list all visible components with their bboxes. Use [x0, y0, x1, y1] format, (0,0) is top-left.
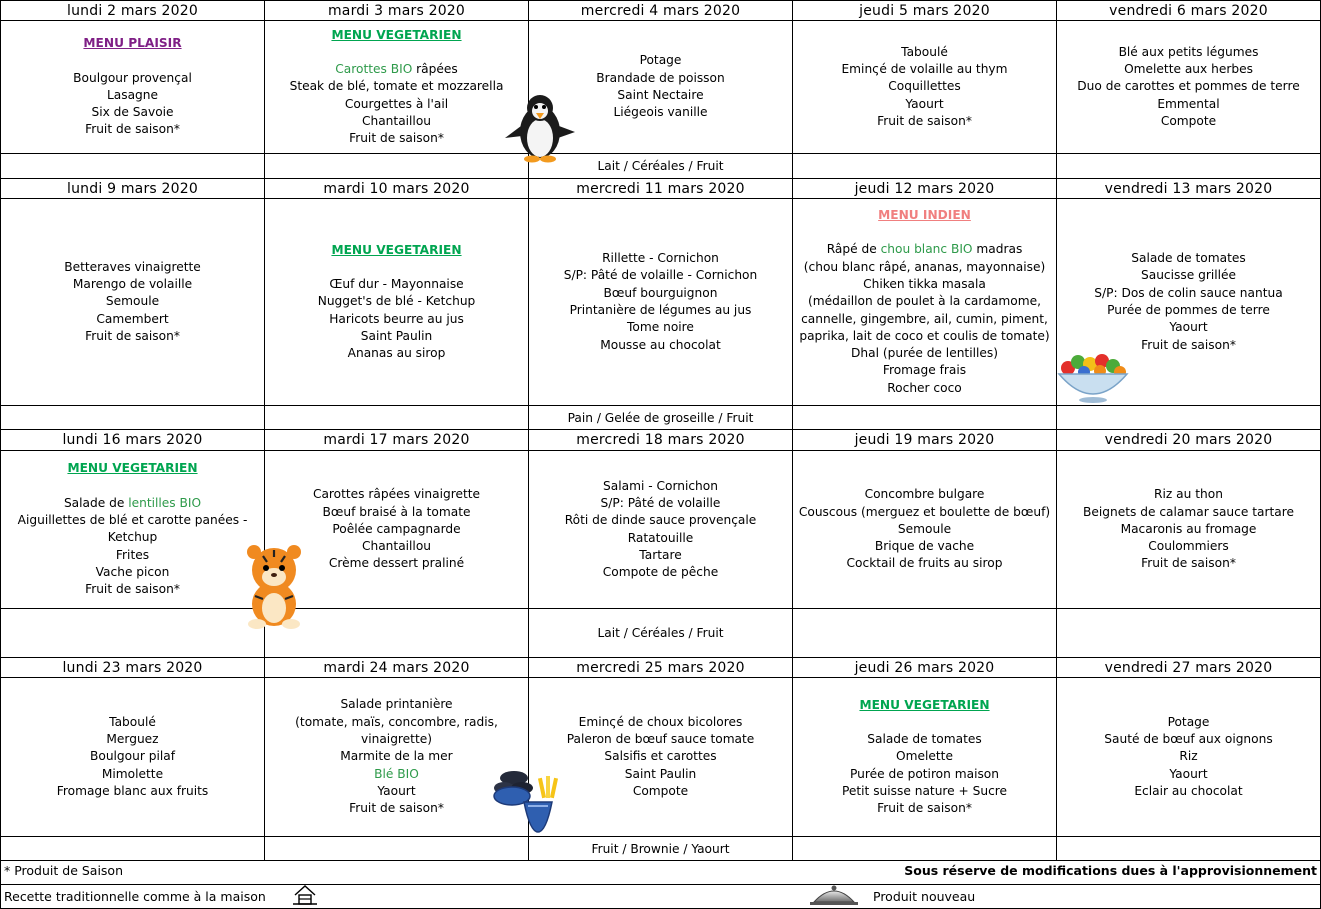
supply-note: Sous réserve de modifications dues à l'approvisionnement	[904, 863, 1317, 878]
dish-line	[349, 800, 444, 817]
traditional-note: Recette traditionnelle comme à la maison	[4, 889, 266, 904]
dish-line	[313, 486, 480, 503]
dish-text: S/P: Dos de colin sauce nantua	[1094, 285, 1283, 300]
dish-text: Fruit de saison*	[85, 122, 180, 137]
day-menu	[265, 199, 528, 405]
day-header: vendredi 13 mars 2020	[1104, 180, 1273, 197]
dish-line	[808, 293, 1041, 310]
dish-line	[887, 380, 962, 397]
dish-text: S/P: Pâté de volaille	[600, 495, 721, 510]
dish-text: Eclair au chocolat	[1134, 783, 1243, 798]
dish-text: Tome noire	[627, 320, 694, 335]
dish-text: Riz	[1179, 749, 1198, 764]
day-header: lundi 2 mars 2020	[67, 2, 198, 19]
dish-line	[896, 748, 953, 765]
dish-line	[625, 766, 696, 783]
dish-text: Rôti de dinde sauce provençale	[564, 513, 757, 528]
dish-line	[901, 44, 948, 61]
afternoon-snack: Lait / Céréales / Fruit	[597, 626, 724, 640]
dish-text: Fruit de saison*	[1141, 337, 1236, 352]
dish-line	[57, 783, 208, 800]
dish-text: Petit suisse nature + Sucre	[841, 783, 1008, 798]
dish-line	[851, 345, 998, 362]
dish-text: Brique de vache	[874, 539, 975, 554]
dish-text: Steak de blé, tomate et mozzarella	[289, 79, 504, 94]
dish-line	[340, 748, 452, 765]
dish-text: (chou blanc râpé, ananas, mayonnaise)	[803, 259, 1046, 274]
dish-line	[617, 87, 703, 104]
dish-line	[888, 78, 961, 95]
dish-text: Semoule	[105, 294, 160, 309]
day-header: mercredi 18 mars 2020	[576, 432, 745, 448]
dish-line	[604, 748, 716, 765]
dish-line	[1141, 555, 1236, 572]
day-header: vendredi 20 mars 2020	[1104, 432, 1273, 448]
day-header: vendredi 6 mars 2020	[1109, 2, 1268, 19]
day-header: mardi 10 mars 2020	[323, 180, 470, 197]
dish-text: Rocher coco	[887, 380, 962, 395]
dish-line	[332, 521, 460, 538]
dish-text: Salami - Cornichon	[603, 478, 718, 493]
afternoon-snack: Fruit / Brownie / Yaourt	[591, 841, 730, 856]
day-header: lundi 23 mars 2020	[62, 659, 203, 676]
dish-text: Yaourt	[1169, 766, 1208, 781]
dish-line	[628, 530, 694, 547]
dish-text: Taboulé	[901, 44, 948, 59]
dish-text: Riz au thon	[1154, 487, 1223, 502]
bio-dish-text: Carottes	[335, 61, 391, 76]
dish-line	[842, 783, 1007, 800]
dish-line	[1083, 504, 1294, 521]
dish-text: râpées	[412, 61, 458, 76]
cloche-icon	[810, 884, 858, 906]
dish-line	[348, 345, 446, 362]
dish-line	[290, 78, 504, 95]
dish-text: Chantaillou	[361, 113, 431, 128]
dish-line	[627, 319, 694, 336]
dish-text: vinaigrette)	[361, 732, 432, 747]
dish-line	[1134, 783, 1242, 800]
mussels-fries-icon	[492, 764, 570, 836]
dish-text: Camembert	[96, 311, 169, 326]
dish-text: Potage	[1167, 714, 1210, 729]
day-menu	[1, 199, 264, 405]
dish-text: Blé aux petits légumes	[1118, 44, 1259, 59]
dish-line	[799, 328, 1049, 345]
dish-line	[570, 302, 752, 319]
dish-text: Purée de pommes de terre	[1107, 303, 1270, 317]
dish-line	[345, 96, 448, 113]
dish-text: Salade de tomates	[867, 731, 982, 746]
salad-bowl-icon	[1056, 350, 1130, 406]
dish-line	[1154, 486, 1223, 503]
day-header: lundi 9 mars 2020	[67, 180, 198, 197]
dish-line	[567, 731, 755, 748]
dish-line	[374, 766, 419, 783]
dish-line	[91, 104, 173, 121]
dish-text: Aiguillettes de blé et carotte panées -	[17, 513, 248, 528]
dish-text: Poêlée campagnarde	[332, 521, 461, 536]
day-menu	[1, 21, 264, 153]
day-header: jeudi 19 mars 2020	[854, 432, 995, 448]
dish-line	[600, 337, 721, 354]
dish-text: Rillette - Cornichon	[602, 251, 719, 266]
dish-text: Carottes râpées vinaigrette	[312, 487, 481, 502]
dish-text: Macaronis au fromage	[1120, 521, 1257, 536]
dish-text: Dhal (purée de lentilles)	[851, 346, 998, 361]
dish-line	[1169, 319, 1207, 336]
dish-line	[827, 241, 1023, 258]
dish-text: Couscous (merguez et boulette de bœuf)	[798, 504, 1051, 519]
dish-text: Œuf dur - Mayonnaise	[329, 276, 464, 291]
dish-text: Yaourt	[377, 783, 416, 798]
day-header: jeudi 26 mars 2020	[854, 659, 995, 676]
dish-text: Fruit de saison*	[1141, 556, 1236, 571]
day-menu	[793, 199, 1056, 405]
dish-line	[340, 696, 452, 713]
dish-text: Coulommiers	[1148, 539, 1229, 554]
dish-line	[106, 293, 159, 310]
day-header: mardi 3 mars 2020	[327, 2, 466, 19]
dish-line	[850, 766, 999, 783]
dish-line	[1121, 521, 1257, 538]
dish-text: Saucisse grillée	[1141, 268, 1236, 283]
dish-line	[96, 564, 170, 581]
dish-text: (médaillon de poulet à la cardamome,	[808, 294, 1041, 309]
dish-line	[564, 267, 758, 284]
day-menu	[1057, 678, 1320, 836]
dish-line	[841, 61, 1007, 78]
dish-line	[96, 311, 168, 328]
dish-text: Mimolette	[101, 766, 164, 781]
dish-line	[1104, 731, 1272, 748]
dish-line	[1094, 285, 1282, 302]
dish-text: Sauté de bœuf aux oignons	[1104, 732, 1273, 747]
dish-line	[18, 512, 248, 529]
dish-line	[639, 547, 681, 564]
dish-text: Haricots beurre au jus	[329, 311, 464, 326]
dish-text: Fruit de saison*	[349, 131, 444, 146]
tiger-icon	[239, 544, 309, 630]
house-icon	[293, 884, 317, 906]
dish-line	[349, 130, 444, 147]
dish-line	[1168, 714, 1210, 731]
dish-line	[1169, 766, 1207, 783]
dish-text: Fromage blanc aux fruits	[56, 783, 209, 798]
dish-line	[804, 259, 1045, 276]
new-product-note: Produit nouveau	[873, 889, 976, 904]
day-menu	[265, 21, 528, 153]
dish-text: Marmite de la mer	[340, 749, 453, 764]
dish-text: Printanière de légumes au jus	[569, 303, 752, 317]
dish-line	[64, 259, 201, 276]
dish-text: Fruit de saison*	[877, 113, 972, 128]
day-menu	[793, 21, 1056, 153]
dish-text: Yaourt	[905, 96, 944, 111]
afternoon-snack: Lait / Céréales / Fruit	[597, 159, 724, 173]
dish-line	[85, 328, 180, 345]
dish-text: Purée de potiron maison	[850, 766, 999, 781]
dish-line	[1131, 250, 1245, 267]
dish-text: Compote	[632, 783, 689, 798]
dish-line	[107, 87, 158, 104]
dish-text: Saint Nectaire	[617, 88, 704, 102]
dish-line	[604, 285, 718, 302]
dish-text: Fruit de saison*	[877, 801, 972, 816]
dish-text: Yaourt	[1169, 320, 1208, 335]
day-header: vendredi 27 mars 2020	[1104, 659, 1273, 676]
dish-text: S/P: Pâté de volaille - Cornichon	[563, 268, 758, 283]
dish-line	[601, 495, 721, 512]
season-note: * Produit de Saison	[4, 863, 124, 878]
dish-text: Emmental	[1157, 96, 1220, 111]
dish-line	[64, 495, 201, 512]
dish-text: Tartare	[639, 547, 682, 562]
dish-line	[362, 538, 431, 555]
dish-text: Salade de tomates	[1131, 251, 1246, 266]
dish-text: Fruit de saison*	[85, 582, 180, 597]
dish-text: Marengo de volaille	[72, 277, 193, 292]
dish-line	[1141, 267, 1236, 284]
dish-text: Compote	[1160, 113, 1217, 128]
dish-line	[633, 783, 688, 800]
day-menu	[793, 678, 1056, 836]
dish-text: Nugget's de blé - Ketchup	[317, 294, 476, 309]
dish-text: Compote de pêche	[602, 565, 719, 580]
dish-line	[116, 547, 149, 564]
dish-text: Brandade de poisson	[596, 70, 725, 85]
dish-line	[877, 113, 972, 130]
dish-text: Mousse au chocolat	[600, 337, 721, 352]
dish-line	[1124, 61, 1253, 78]
dish-line	[640, 52, 682, 69]
dish-text: Fromage frais	[882, 363, 967, 378]
dish-line	[295, 714, 498, 731]
dish-line	[90, 748, 175, 765]
dish-text: Boulgour provençal	[73, 70, 192, 85]
dish-text: Six de Savoie	[91, 105, 174, 120]
afternoon-snack: Pain / Gelée de groseille / Fruit	[567, 410, 754, 425]
dish-text: Chantaillou	[361, 539, 431, 554]
dish-line	[1119, 44, 1259, 61]
day-header: lundi 16 mars 2020	[62, 432, 203, 448]
dish-text: Saint Paulin	[624, 766, 697, 781]
day-menu	[265, 678, 528, 836]
dish-line	[329, 555, 464, 572]
dish-line	[1148, 538, 1229, 555]
dish-text: Cocktail de fruits au sirop	[846, 556, 1003, 571]
dish-line	[318, 293, 476, 310]
dish-line	[579, 714, 743, 731]
dish-line	[1157, 96, 1219, 113]
dish-line	[877, 800, 972, 817]
day-header: mardi 24 mars 2020	[323, 659, 470, 676]
day-menu	[1, 678, 264, 836]
dish-line	[362, 113, 431, 130]
dish-text: Salade printanière	[340, 697, 453, 712]
dish-line	[323, 504, 471, 521]
bio-dish-text: BIO	[390, 61, 413, 76]
dish-line	[329, 311, 464, 328]
dish-line	[109, 714, 156, 731]
dish-text: Concombre bulgare	[864, 487, 985, 502]
dish-line	[847, 555, 1003, 572]
dish-line	[1179, 748, 1197, 765]
dish-text: Fruit de saison*	[85, 328, 180, 343]
dish-text: Fruit de saison*	[349, 801, 444, 816]
dish-line	[799, 504, 1050, 521]
dish-line	[1141, 337, 1236, 354]
dish-line	[361, 731, 432, 748]
menu-theme-title: MENU VEGETARIEN	[859, 697, 990, 712]
dish-line	[1161, 113, 1216, 130]
dish-text: Potage	[639, 53, 682, 68]
dish-line	[335, 61, 457, 78]
dish-text: Vache picon	[95, 564, 170, 579]
dish-text: Frites	[115, 547, 150, 562]
day-header: jeudi 12 mars 2020	[854, 180, 995, 197]
dish-line	[361, 328, 432, 345]
bio-dish-text: Blé BIO	[374, 766, 419, 781]
dish-line	[613, 104, 707, 121]
dish-text: Eminςé de choux bicolores	[578, 714, 743, 729]
dish-text: Salade de	[63, 495, 129, 510]
dish-line	[73, 276, 192, 293]
dish-line	[108, 529, 158, 546]
dish-text: Liégeois vanille	[613, 105, 708, 120]
dish-text: Betteraves vinaigrette	[64, 259, 201, 274]
dish-text: Omelette	[896, 749, 953, 764]
day-menu	[793, 451, 1056, 608]
bio-dish-text: lentilles BIO	[128, 495, 202, 510]
day-header: mercredi 11 mars 2020	[576, 180, 745, 197]
dish-text: madras	[972, 242, 1023, 257]
dish-line	[801, 311, 1048, 328]
day-menu	[1057, 21, 1320, 153]
dish-text: Semoule	[897, 521, 952, 536]
dish-text: Duo de carottes et pommes de terre	[1077, 79, 1300, 94]
dish-line	[73, 70, 192, 87]
dish-text: Omelette aux herbes	[1124, 62, 1253, 77]
dish-text: Saint Paulin	[360, 328, 433, 343]
dish-text: Bœuf bourguignon	[603, 285, 718, 300]
day-header: mardi 17 mars 2020	[323, 432, 470, 448]
dish-line	[85, 121, 180, 138]
dish-line	[603, 478, 718, 495]
dish-line	[883, 362, 966, 379]
dish-text: cannelle, gingembre, ail, cumin, piment,	[801, 311, 1048, 326]
dish-line	[898, 521, 951, 538]
dish-line	[863, 276, 986, 293]
dish-text: Salsifis et carottes	[604, 749, 717, 764]
dish-line	[602, 250, 719, 267]
dish-text: Boulgour pilaf	[90, 749, 175, 764]
dish-line	[85, 581, 180, 598]
dish-text: Ratatouille	[627, 530, 694, 545]
dish-text: (tomate, maïs, concombre, radis,	[295, 714, 498, 729]
menu-theme-title: MENU PLAISIR	[83, 36, 182, 51]
dish-text: paprika, lait de coco et coulis de tomate)	[799, 328, 1050, 343]
dish-line	[565, 512, 757, 529]
dish-text: Râpé de	[826, 242, 881, 257]
menu-theme-title: MENU VEGETARIEN	[331, 242, 462, 257]
dish-line	[1077, 78, 1299, 95]
day-menu	[529, 451, 792, 608]
day-header: mercredi 25 mars 2020	[576, 659, 745, 676]
day-menu	[1057, 451, 1320, 608]
day-header: mercredi 4 mars 2020	[580, 2, 741, 19]
day-header: jeudi 5 mars 2020	[859, 2, 990, 19]
dish-line	[102, 766, 163, 783]
dish-text: Crème dessert praliné	[328, 556, 465, 571]
day-menu	[1, 451, 264, 608]
dish-line	[875, 538, 974, 555]
dish-line	[603, 564, 718, 581]
bio-dish-text: chou blanc BIO	[880, 242, 973, 257]
dish-line	[1107, 302, 1270, 319]
dish-line	[596, 70, 724, 87]
dish-text: Courgettes à l'ail	[344, 96, 449, 111]
dish-text: Chiken tikka masala	[863, 276, 986, 291]
dish-text: Coquillettes	[888, 79, 961, 94]
dish-text: Merguez	[106, 732, 159, 747]
dish-line	[106, 731, 158, 748]
dish-line	[377, 783, 415, 800]
dish-line	[867, 731, 981, 748]
dish-text: Beignets de calamar sauce tartare	[1083, 504, 1294, 519]
menu-theme-title: MENU INDIEN	[878, 208, 971, 223]
dish-line	[329, 276, 463, 293]
menu-theme-title: MENU VEGETARIEN	[331, 27, 462, 42]
menu-theme-title: MENU VEGETARIEN	[67, 461, 198, 476]
dish-line	[865, 486, 985, 503]
dish-text: Lasagne	[106, 87, 159, 102]
dish-line	[905, 96, 943, 113]
dish-text: Paleron de bœuf sauce tomate	[566, 732, 755, 747]
dish-text: Bœuf braisé à la tomate	[322, 504, 471, 519]
dish-text: Ketchup	[107, 530, 158, 545]
dish-text: Taboulé	[109, 714, 156, 729]
dish-text: Ananas au sirop	[347, 346, 446, 361]
dish-text: Eminςé de volaille au thym	[841, 62, 1008, 77]
day-menu	[529, 199, 792, 405]
penguin-icon	[503, 92, 577, 164]
